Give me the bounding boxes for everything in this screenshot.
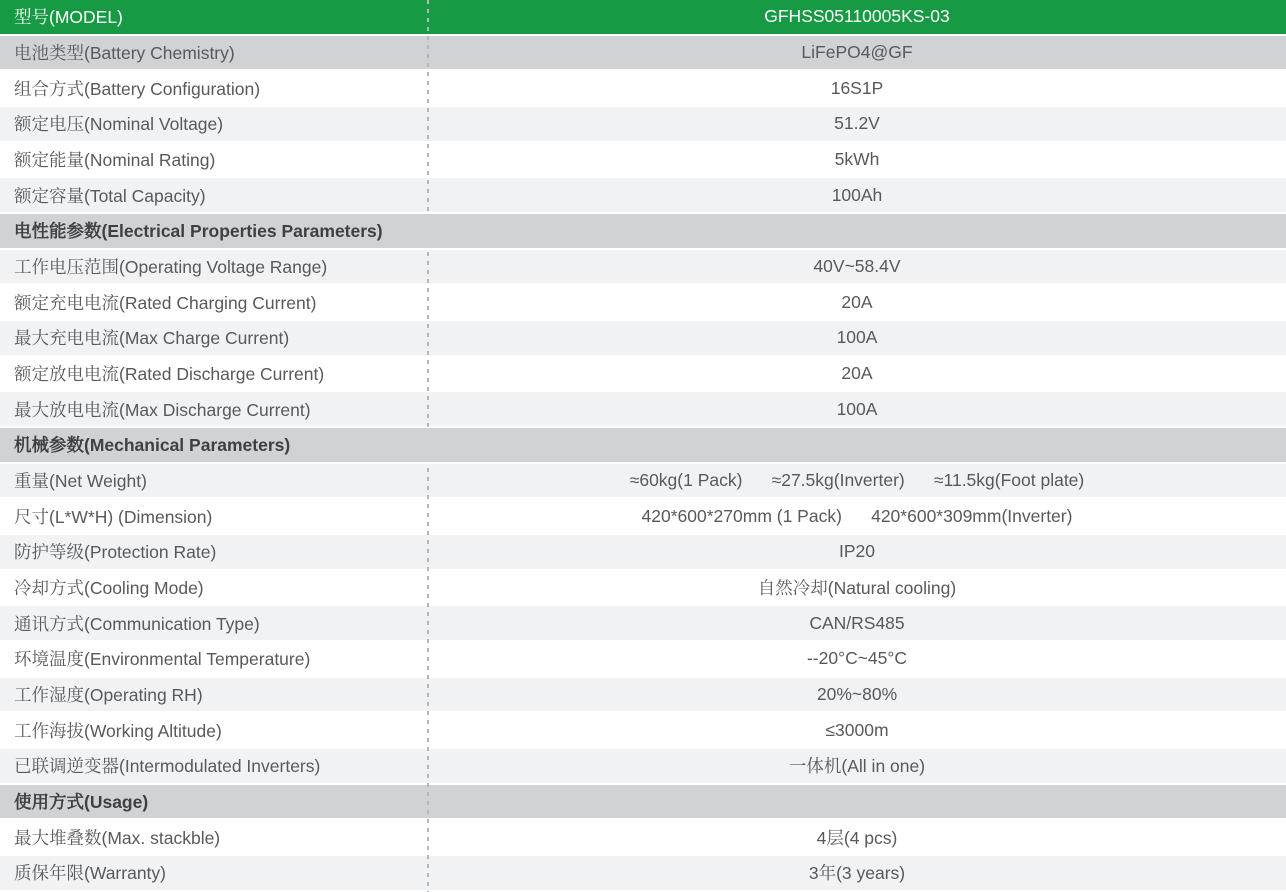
row-label: 最大放电电流(Max Discharge Current) (14, 399, 311, 420)
table-row (0, 178, 1286, 214)
row-label: 最大堆叠数(Max. stackble) (14, 827, 221, 848)
row-label: 额定放电电流(Rated Discharge Current) (14, 364, 325, 385)
row-label: 工作海拔(Working Altitude) (14, 720, 222, 741)
section-label: 机械参数(Mechanical Parameters) (14, 435, 291, 456)
row-label: 尺寸(L*W*H) (Dimension) (14, 506, 213, 527)
table-row (0, 499, 1286, 535)
section-header-row (0, 214, 1286, 250)
table-row (0, 285, 1286, 321)
row-label: 通讯方式(Communication Type) (14, 613, 260, 634)
table-row (0, 36, 1286, 72)
row-value: CAN/RS485 (809, 612, 905, 633)
model-label: 型号(MODEL) (14, 7, 123, 28)
table-row (0, 107, 1286, 143)
table-row (0, 321, 1286, 357)
row-value: 20%~80% (816, 684, 898, 705)
row-label: 已联调逆变器(Intermodulated Inverters) (14, 756, 321, 777)
row-label: 工作湿度(Operating RH) (14, 685, 203, 706)
row-value: ≈60kg(1 Pack) ≈27.5kg(Inverter) ≈11.5kg(Foot plate) (629, 470, 1085, 491)
table-row (0, 357, 1286, 393)
row-value: 3年(3 years) (808, 863, 906, 884)
row-value: 20A (841, 291, 873, 312)
row-label: 重量(Net Weight) (14, 471, 147, 492)
table-row (0, 250, 1286, 286)
row-value: LiFePO4@GF (801, 42, 913, 62)
table-row (0, 71, 1286, 107)
row-label: 额定容量(Total Capacity) (14, 185, 206, 206)
row-value: 20A (841, 363, 873, 384)
table-row (0, 535, 1286, 571)
row-value: ≤3000m (825, 719, 889, 740)
row-value: 100A (836, 398, 878, 419)
row-label: 环境温度(Environmental Temperature) (14, 649, 311, 670)
table-row (0, 606, 1286, 642)
row-value: 4层(4 pcs) (816, 827, 898, 848)
row-value: 自然冷却(Natural cooling) (757, 578, 957, 599)
row-label: 额定能量(Nominal Rating) (14, 150, 216, 171)
row-value: 40V~58.4V (813, 256, 901, 277)
table-row (0, 749, 1286, 785)
row-label: 防护等级(Protection Rate) (14, 542, 217, 563)
row-value: 100Ah (831, 184, 883, 205)
table-row (0, 571, 1286, 607)
row-label: 额定充电电流(Rated Charging Current) (14, 292, 317, 313)
row-label: 冷却方式(Cooling Mode) (14, 578, 204, 599)
section-label: 电性能参数(Electrical Properties Parameters) (14, 221, 383, 242)
table-row (0, 392, 1286, 428)
table-row (0, 464, 1286, 500)
row-label: 工作电压范围(Operating Voltage Range) (14, 257, 328, 278)
row-label: 电池类型(Battery Chemistry) (14, 43, 235, 63)
row-label: 组合方式(Battery Configuration) (14, 78, 261, 99)
section-header-row (0, 428, 1286, 464)
table-row (0, 642, 1286, 678)
row-value: 51.2V (834, 113, 880, 134)
row-label: 额定电压(Nominal Voltage) (14, 114, 224, 135)
row-value: 一体机(All in one) (788, 756, 926, 777)
section-label: 使用方式(Usage) (14, 792, 149, 813)
table-row (0, 143, 1286, 179)
model-value: GFHSS05110005KS-03 (764, 6, 950, 27)
row-value: 5kWh (834, 149, 880, 170)
table-row (0, 820, 1286, 856)
section-header-row (0, 785, 1286, 821)
row-value: 420*600*270mm (1 Pack) 420*600*309mm(Inverter) (641, 505, 1073, 526)
row-value: IP20 (839, 541, 875, 562)
table-row (0, 678, 1286, 714)
row-value: --20°C~45°C (806, 648, 908, 669)
table-row (0, 856, 1286, 892)
row-label: 最大充电电流(Max Charge Current) (14, 328, 290, 349)
row-value: 16S1P (830, 77, 884, 98)
row-value: 100A (836, 327, 878, 348)
row-label: 质保年限(Warranty) (14, 863, 166, 884)
table-row (0, 713, 1286, 749)
model-header-row (0, 0, 1286, 36)
